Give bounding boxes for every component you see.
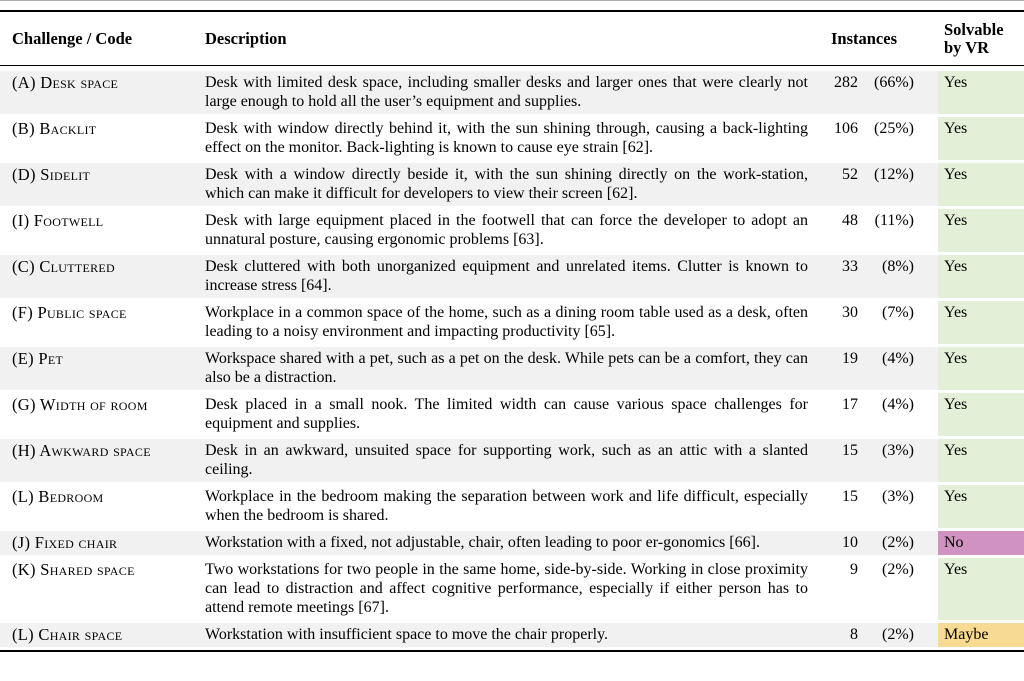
- challenge-code-cell: (I) Footwell: [12, 211, 104, 230]
- instances-count-cell: 10: [842, 534, 858, 551]
- description-cell: Desk cluttered with both unorganized equipment and unrelated items. Clutter is known to increase stress [64].: [205, 258, 808, 294]
- column-gap: [914, 255, 938, 298]
- column-gap: [914, 209, 938, 252]
- table-row: [0, 347, 1024, 390]
- table-row: [0, 163, 1024, 206]
- solvable-by-vr-cell: Yes: [938, 439, 1024, 482]
- challenge-code-cell: (E) Pet: [12, 349, 64, 368]
- challenge-code-cell: (L) Bedroom: [12, 487, 104, 506]
- table-row: [0, 485, 1024, 528]
- table-row: [0, 301, 1024, 344]
- description-cell: Desk with limited desk space, including smaller desks and larger ones that were clearly not large enough to hold all the user’s equipment and supplies.: [205, 74, 808, 110]
- table-row: [0, 117, 1024, 160]
- page-top-edge-line: [0, 0, 1024, 1]
- instances-count-cell: 15: [842, 488, 858, 505]
- instances-percent-cell: (3%): [882, 488, 914, 505]
- instances-percent-cell: (4%): [882, 396, 914, 413]
- challenges-table: [0, 10, 1024, 652]
- solvable-by-vr-cell: Yes: [938, 301, 1024, 344]
- header-instances: Instances: [830, 28, 897, 48]
- table-row: [0, 255, 1024, 298]
- description-cell: Workspace shared with a pet, such as a pet on the desk. While pets can be a comfort, they can also be a distraction.: [205, 350, 808, 386]
- table-row: [0, 209, 1024, 252]
- header-description: Description: [205, 28, 287, 48]
- description-cell: Workplace in a common space of the home, such as a dining room table used as a desk, often leading to a noisy environment and impacting productivity [65].: [205, 304, 808, 340]
- solvable-by-vr-cell: Yes: [938, 558, 1024, 620]
- instances-count-cell: 33: [842, 258, 858, 275]
- column-gap: [914, 439, 938, 482]
- column-gap: [914, 485, 938, 528]
- description-cell: Desk in an awkward, unsuited space for supporting work, such as an attic with a slanted ceiling.: [205, 442, 808, 478]
- instances-count-cell: 282: [834, 74, 858, 91]
- challenge-code-cell: (H) Awkward space: [12, 441, 151, 460]
- column-gap: [914, 71, 938, 114]
- challenge-code-cell: (F) Public space: [12, 303, 127, 322]
- instances-count-cell: 30: [842, 304, 858, 321]
- description-cell: Workstation with a fixed, not adjustable, chair, often leading to poor er-gonomics [66].: [205, 534, 760, 551]
- instances-count-cell: 48: [842, 212, 858, 229]
- table-body: [0, 71, 1024, 647]
- solvable-by-vr-cell: Yes: [938, 485, 1024, 528]
- instances-percent-cell: (2%): [882, 626, 914, 643]
- challenge-code-cell: (J) Fixed chair: [12, 533, 118, 552]
- instances-percent-cell: (3%): [882, 442, 914, 459]
- solvable-by-vr-cell: Yes: [938, 209, 1024, 252]
- table-header-row: [0, 12, 1024, 66]
- column-gap: [914, 623, 938, 647]
- solvable-by-vr-cell: Yes: [938, 163, 1024, 206]
- solvable-by-vr-cell: Maybe: [938, 623, 1024, 647]
- instances-count-cell: 9: [850, 561, 858, 578]
- instances-percent-cell: (4%): [882, 350, 914, 367]
- description-cell: Workplace in the bedroom making the separation between work and life difficult, especially when the bedroom is shared.: [205, 488, 808, 524]
- column-gap: [914, 393, 938, 436]
- challenge-code-cell: (B) Backlit: [12, 119, 97, 138]
- header-solvable-by-vr: Solvable by VR: [944, 19, 1004, 57]
- description-cell: Desk placed in a small nook. The limited width can cause various space challenges for equipment and supplies.: [205, 396, 808, 432]
- description-cell: Workstation with insufficient space to move the chair properly.: [205, 626, 609, 643]
- solvable-by-vr-cell: Yes: [938, 393, 1024, 436]
- description-cell: Desk with window directly behind it, with the sun shining through, causing a back-lighting effect on the monitor. Back-lighting is known to cause eye strain [62].: [205, 120, 808, 156]
- instances-percent-cell: (8%): [882, 258, 914, 275]
- table-row: [0, 439, 1024, 482]
- challenge-code-cell: (C) Cluttered: [12, 257, 116, 276]
- instances-count-cell: 52: [842, 166, 858, 183]
- instances-percent-cell: (66%): [874, 74, 914, 91]
- table-row: [0, 393, 1024, 436]
- column-gap: [914, 531, 938, 555]
- header-challenge-code: Challenge / Code: [12, 28, 133, 48]
- instances-percent-cell: (2%): [882, 561, 914, 578]
- instances-percent-cell: (11%): [874, 212, 914, 229]
- instances-percent-cell: (12%): [874, 166, 914, 183]
- table-row: [0, 531, 1024, 555]
- description-cell: Desk with a window directly beside it, with the sun shining directly on the work-station, which can make it difficult for developers to view their screen [62].: [205, 166, 808, 202]
- solvable-by-vr-cell: Yes: [938, 255, 1024, 298]
- instances-percent-cell: (25%): [874, 120, 914, 137]
- table-row: [0, 558, 1024, 620]
- description-cell: Two workstations for two people in the same home, side-by-side. Working in close proximity can lead to distraction and affect cognitive performance, especially if either person has to attend remote meetings [67].: [205, 561, 808, 616]
- instances-percent-cell: (2%): [882, 534, 914, 551]
- description-cell: Desk with large equipment placed in the footwell that can force the developer to adopt an unnatural posture, causing ergonomic problems [63].: [205, 212, 808, 248]
- instances-count-cell: 106: [834, 120, 858, 137]
- instances-count-cell: 17: [842, 396, 858, 413]
- solvable-by-vr-cell: Yes: [938, 71, 1024, 114]
- instances-percent-cell: (7%): [882, 304, 914, 321]
- challenge-code-cell: (D) Sidelit: [12, 165, 91, 184]
- column-gap: [914, 558, 938, 620]
- challenge-code-cell: (K) Shared space: [12, 560, 135, 579]
- challenge-code-cell: (A) Desk space: [12, 73, 119, 92]
- column-gap: [914, 347, 938, 390]
- solvable-by-vr-cell: Yes: [938, 347, 1024, 390]
- column-gap: [914, 117, 938, 160]
- instances-count-cell: 19: [842, 350, 858, 367]
- solvable-by-vr-cell: Yes: [938, 117, 1024, 160]
- column-gap: [914, 301, 938, 344]
- instances-count-cell: 15: [842, 442, 858, 459]
- instances-count-cell: 8: [850, 626, 858, 643]
- table-row: [0, 623, 1024, 647]
- challenge-code-cell: (L) Chair space: [12, 625, 123, 644]
- challenge-code-cell: (G) Width of room: [12, 395, 148, 414]
- column-gap: [914, 163, 938, 206]
- table-row: [0, 71, 1024, 114]
- solvable-by-vr-cell: No: [938, 531, 1024, 555]
